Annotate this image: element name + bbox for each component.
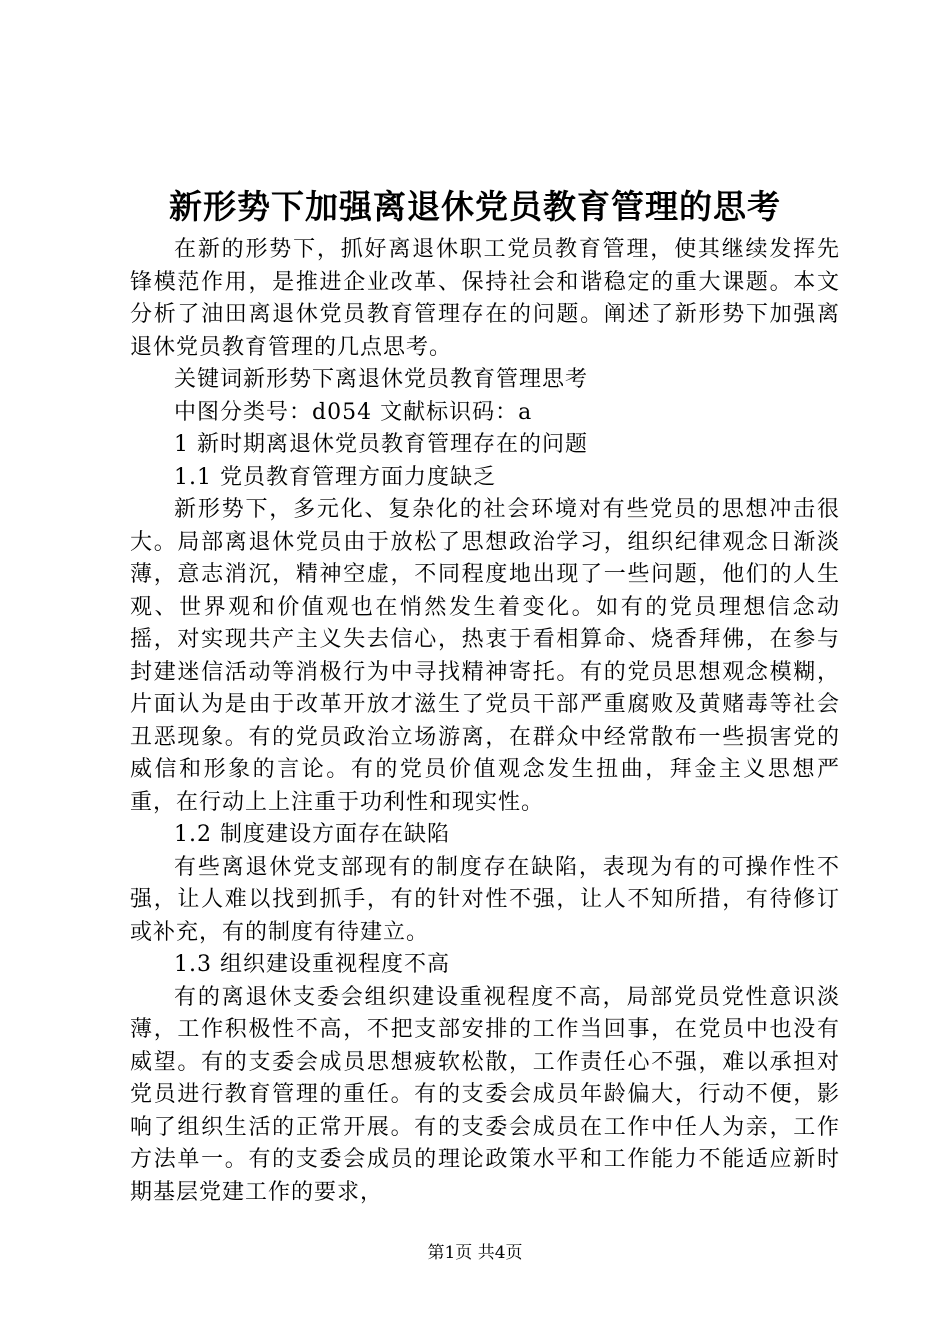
keywords-line: 关键词新形势下离退休党员教育管理思考 bbox=[174, 367, 589, 392]
classification-line: 中图分类号：d054 文献标识码：a bbox=[174, 399, 533, 425]
section-1-1-heading: 1.1 党员教育管理方面力度缺乏 bbox=[174, 464, 496, 490]
document-body bbox=[130, 234, 840, 1209]
section-1-2-heading: 1.2 制度建设方面存在缺陷 bbox=[174, 822, 450, 847]
section-1-2-paragraph: 有些离退休党支部现有的制度存在缺陷，表现为有的可操作性不强，让人难以找到抓手，有的针对性不强，让人不知所措，有待修订或补充，有的制度有待建立。 bbox=[130, 854, 840, 945]
document-title: 新形势下加强离退休党员教育管理的思考 bbox=[169, 187, 781, 226]
section-1-heading: 1 新时期离退休党员教育管理存在的问题 bbox=[174, 432, 588, 457]
section-1-3-heading: 1.3 组织建设重视程度不高 bbox=[174, 952, 450, 977]
page-number-label: 第1页 共4页 bbox=[427, 1243, 523, 1263]
page-footer bbox=[0, 1241, 950, 1265]
abstract-paragraph: 在新的形势下，抓好离退休职工党员教育管理，使其继续发挥先锋模范作用，是推进企业改革、保持社会和谐稳定的重大课题。本文分析了油田离退休党员教育管理存在的问题。阐述了新形势下加强离退休党员教育管理的几点思考。 bbox=[130, 237, 840, 360]
section-1-1-paragraph: 新形势下，多元化、复杂化的社会环境对有些党员的思想冲击很大。局部离退休党员由于放松了思想政治学习，组织纪律观念日渐淡薄，意志消沉，精神空虚，不同程度地出现了一些问题，他们的人生观、世界观和价值观也在悄然发生着变化。如有的党员理想信念动摇，对实现共产主义失去信心，热衷于看相算命、烧香拜佛，在参与封建迷信活动等消极行为中寻找精神寄托。有的党员思想观念模糊，片面认为是由于改革开放才滋生了党员干部严重腐败及黄赌毒等社会丑恶现象。有的党员政治立场游离，在群众中经常散布一些损害党的威信和形象的言论。有的党员价值观念发生扭曲，拜金主义思想严重，在行动上上注重于功利性和现实性。 bbox=[130, 497, 840, 815]
section-1-3-paragraph: 有的离退休支委会组织建设重视程度不高，局部党员党性意识淡薄，工作积极性不高，不把支部安排的工作当回事，在党员中也没有威望。有的支委会成员思想疲软松散，工作责任心不强，难以承担对党员进行教育管理的重任。有的支委会成员年龄偏大，行动不便，影响了组织生活的正常开展。有的支委会成员在工作中任人为亲，工作方法单一。有的支委会成员的理论政策水平和工作能力不能适应新时期基层党建工作的要求， bbox=[130, 984, 840, 1205]
